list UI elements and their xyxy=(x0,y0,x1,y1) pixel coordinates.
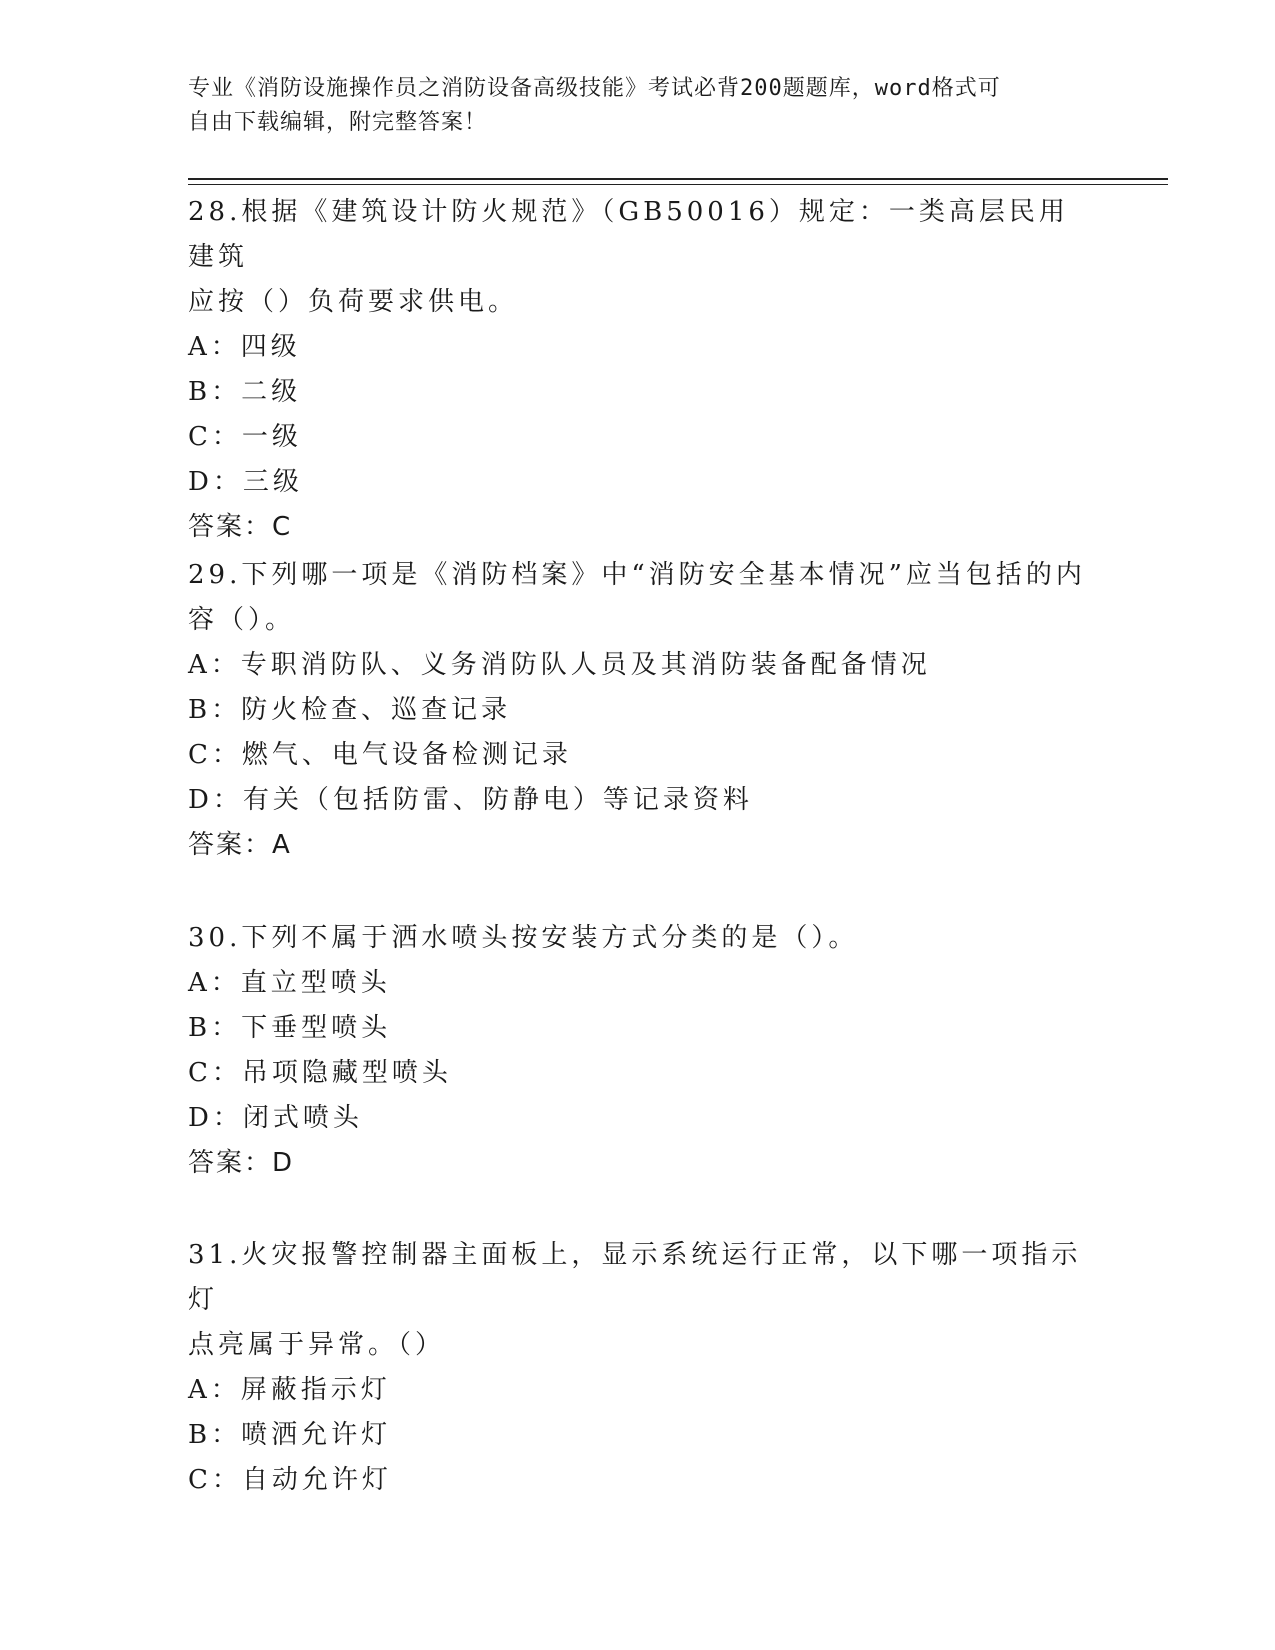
question-stem-line: 应按（）负荷要求供电。 xyxy=(188,287,519,317)
option-b: B：防火检查、巡查记录 xyxy=(188,695,512,725)
option-a: A：专职消防队、义务消防队人员及其消防装备配备情况 xyxy=(188,650,931,680)
option-c: C：自动允许灯 xyxy=(188,1465,392,1495)
option-b: B：二级 xyxy=(188,377,302,407)
question-stem-line: 29.下列哪一项是《消防档案》中“消防安全基本情况”应当包括的内 xyxy=(188,560,1086,590)
question-stem-line: 点亮属于异常。（） xyxy=(188,1330,446,1360)
question-31 xyxy=(188,1233,1088,1503)
option-a: A：四级 xyxy=(188,332,301,362)
question-30 xyxy=(188,916,1088,1186)
question-stem-line: 28.根据《建筑设计防火规范》（GB50016）规定：一类高层民用建筑 xyxy=(188,197,1069,272)
question-stem-line: 31.火灾报警控制器主面板上，显示系统运行正常，以下哪一项指示灯 xyxy=(188,1240,1082,1315)
answer: 答案：A xyxy=(188,830,292,860)
option-b: B：喷洒允许灯 xyxy=(188,1420,392,1450)
header-line-1: 专业《消防设施操作员之消防设备高级技能》考试必背200题题库，word格式可 xyxy=(188,76,1001,101)
header-line-2: 自由下载编辑，附完整答案！ xyxy=(188,110,488,135)
option-d: D：三级 xyxy=(188,467,303,497)
option-c: C：燃气、电气设备检测记录 xyxy=(188,740,572,770)
option-c: C：吊项隐藏型喷头 xyxy=(188,1058,452,1088)
answer: 答案：C xyxy=(188,512,293,542)
header-divider-thick xyxy=(188,178,1168,180)
question-28 xyxy=(188,190,1088,550)
question-stem-line: 容（）。 xyxy=(188,605,296,635)
document-header xyxy=(188,72,1088,140)
option-c: C：一级 xyxy=(188,422,302,452)
question-29 xyxy=(188,553,1088,868)
option-d: D：有关（包括防雷、防静电）等记录资料 xyxy=(188,785,753,815)
answer: 答案：D xyxy=(188,1148,295,1178)
header-divider-thin xyxy=(188,184,1168,185)
option-b: B：下垂型喷头 xyxy=(188,1013,392,1043)
option-d: D：闭式喷头 xyxy=(188,1103,363,1133)
option-a: A：屏蔽指示灯 xyxy=(188,1375,391,1405)
option-a: A：直立型喷头 xyxy=(188,968,391,998)
question-stem-line: 30.下列不属于洒水喷头按安装方式分类的是（）。 xyxy=(188,923,859,953)
